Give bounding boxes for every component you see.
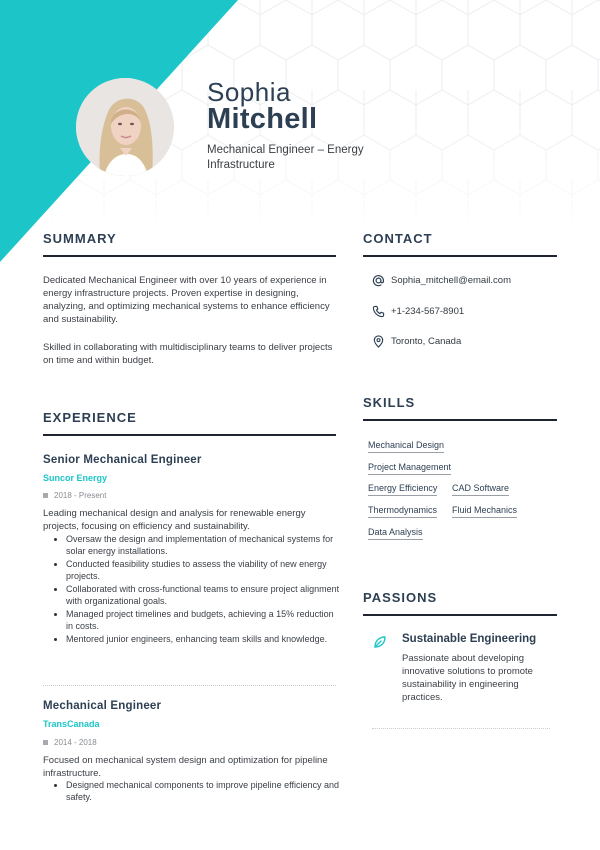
summary-paragraph-2: Skilled in collaborating with multidisciplinary teams to deliver projects on time and within budget. [43,342,333,366]
contact-email-text: Sophia_mitchell@email.com [391,274,511,286]
skills-divider [363,419,557,421]
passion-description: Passionate about developing innovative solutions to promote sustainability in engineering practices. [402,653,533,703]
passions-divider [363,614,557,616]
job-dates-2 [43,738,97,747]
job-company-1: Suncor Energy [43,473,108,483]
job-dates-1-text: 2018 - Present [54,491,107,500]
leaf-icon [372,634,388,650]
contact-phone[interactable] [371,304,464,318]
summary-heading: SUMMARY [43,231,117,246]
list-item: Managed project timelines and budgets, achieving a 15% reduction in costs. [52,609,342,632]
job-dates-1 [43,491,106,500]
job-separator [43,685,336,686]
list-item: Designed mechanical components to improve pipeline efficiency and safety. [52,780,342,803]
passion-title: Sustainable Engineering [402,633,537,645]
contact-heading: CONTACT [363,231,433,246]
skill-tag: Thermodynamics [368,505,437,518]
passions-heading: PASSIONS [363,590,438,605]
skill-tag: CAD Software [452,483,509,496]
list-item: Collaborated with cross-functional teams to ensure project alignment with organizational goals. [52,584,342,607]
experience-heading: EXPERIENCE [43,410,137,425]
experience-divider [43,434,336,436]
job-title: Mechanical Engineer – Energy Infrastructure [207,144,364,171]
first-name: Sophia [207,77,291,107]
contact-location-text: Toronto, Canada [391,335,462,347]
list-item: Oversaw the design and implementation of mechanical systems for solar energy installations. [52,534,342,557]
contact-divider [363,255,557,257]
job-description-1: Leading mechanical design and analysis for renewable energy projects, focusing on efficiency and sustainability. [43,508,306,532]
skill-tag: Data Analysis [368,527,423,540]
last-name: Mitchell [207,103,318,135]
job-company-2: TransCanada [43,719,100,729]
skill-tag: Mechanical Design [368,440,444,453]
job-role-1: Senior Mechanical Engineer [43,454,202,466]
job-bullets-2 [52,780,342,805]
avatar [76,78,174,176]
job-description-2: Focused on mechanical system design and optimization for pipeline infrastructure. [43,755,328,779]
contact-location [371,334,461,348]
skill-tag: Energy Efficiency [368,483,437,496]
calendar-icon [43,740,48,745]
skill-tag: Project Management [368,462,451,475]
job-bullets-1 [52,534,342,648]
contact-phone-text: +1-234-567-8901 [391,305,465,317]
job-dates-2-text: 2014 - 2018 [54,738,97,747]
summary-divider [43,255,336,257]
calendar-icon [43,493,48,498]
skills-heading: SKILLS [363,395,416,410]
skill-tag: Fluid Mechanics [452,505,517,518]
at-icon [371,273,385,287]
passion-separator [372,728,550,729]
job-role-2: Mechanical Engineer [43,700,162,712]
location-icon [371,334,385,348]
list-item: Mentored junior engineers, enhancing team skills and knowledge. [52,634,342,646]
summary-paragraph-1: Dedicated Mechanical Engineer with over 10 years of experience in energy infrastructure projects. Proven expertise in designing, analyzing, and optimizing mechanical systems to enhance efficiency and sustainability. [43,275,330,325]
list-item: Conducted feasibility studies to assess the viability of new energy projects. [52,559,342,582]
contact-email[interactable] [371,273,511,287]
phone-icon [371,304,385,318]
